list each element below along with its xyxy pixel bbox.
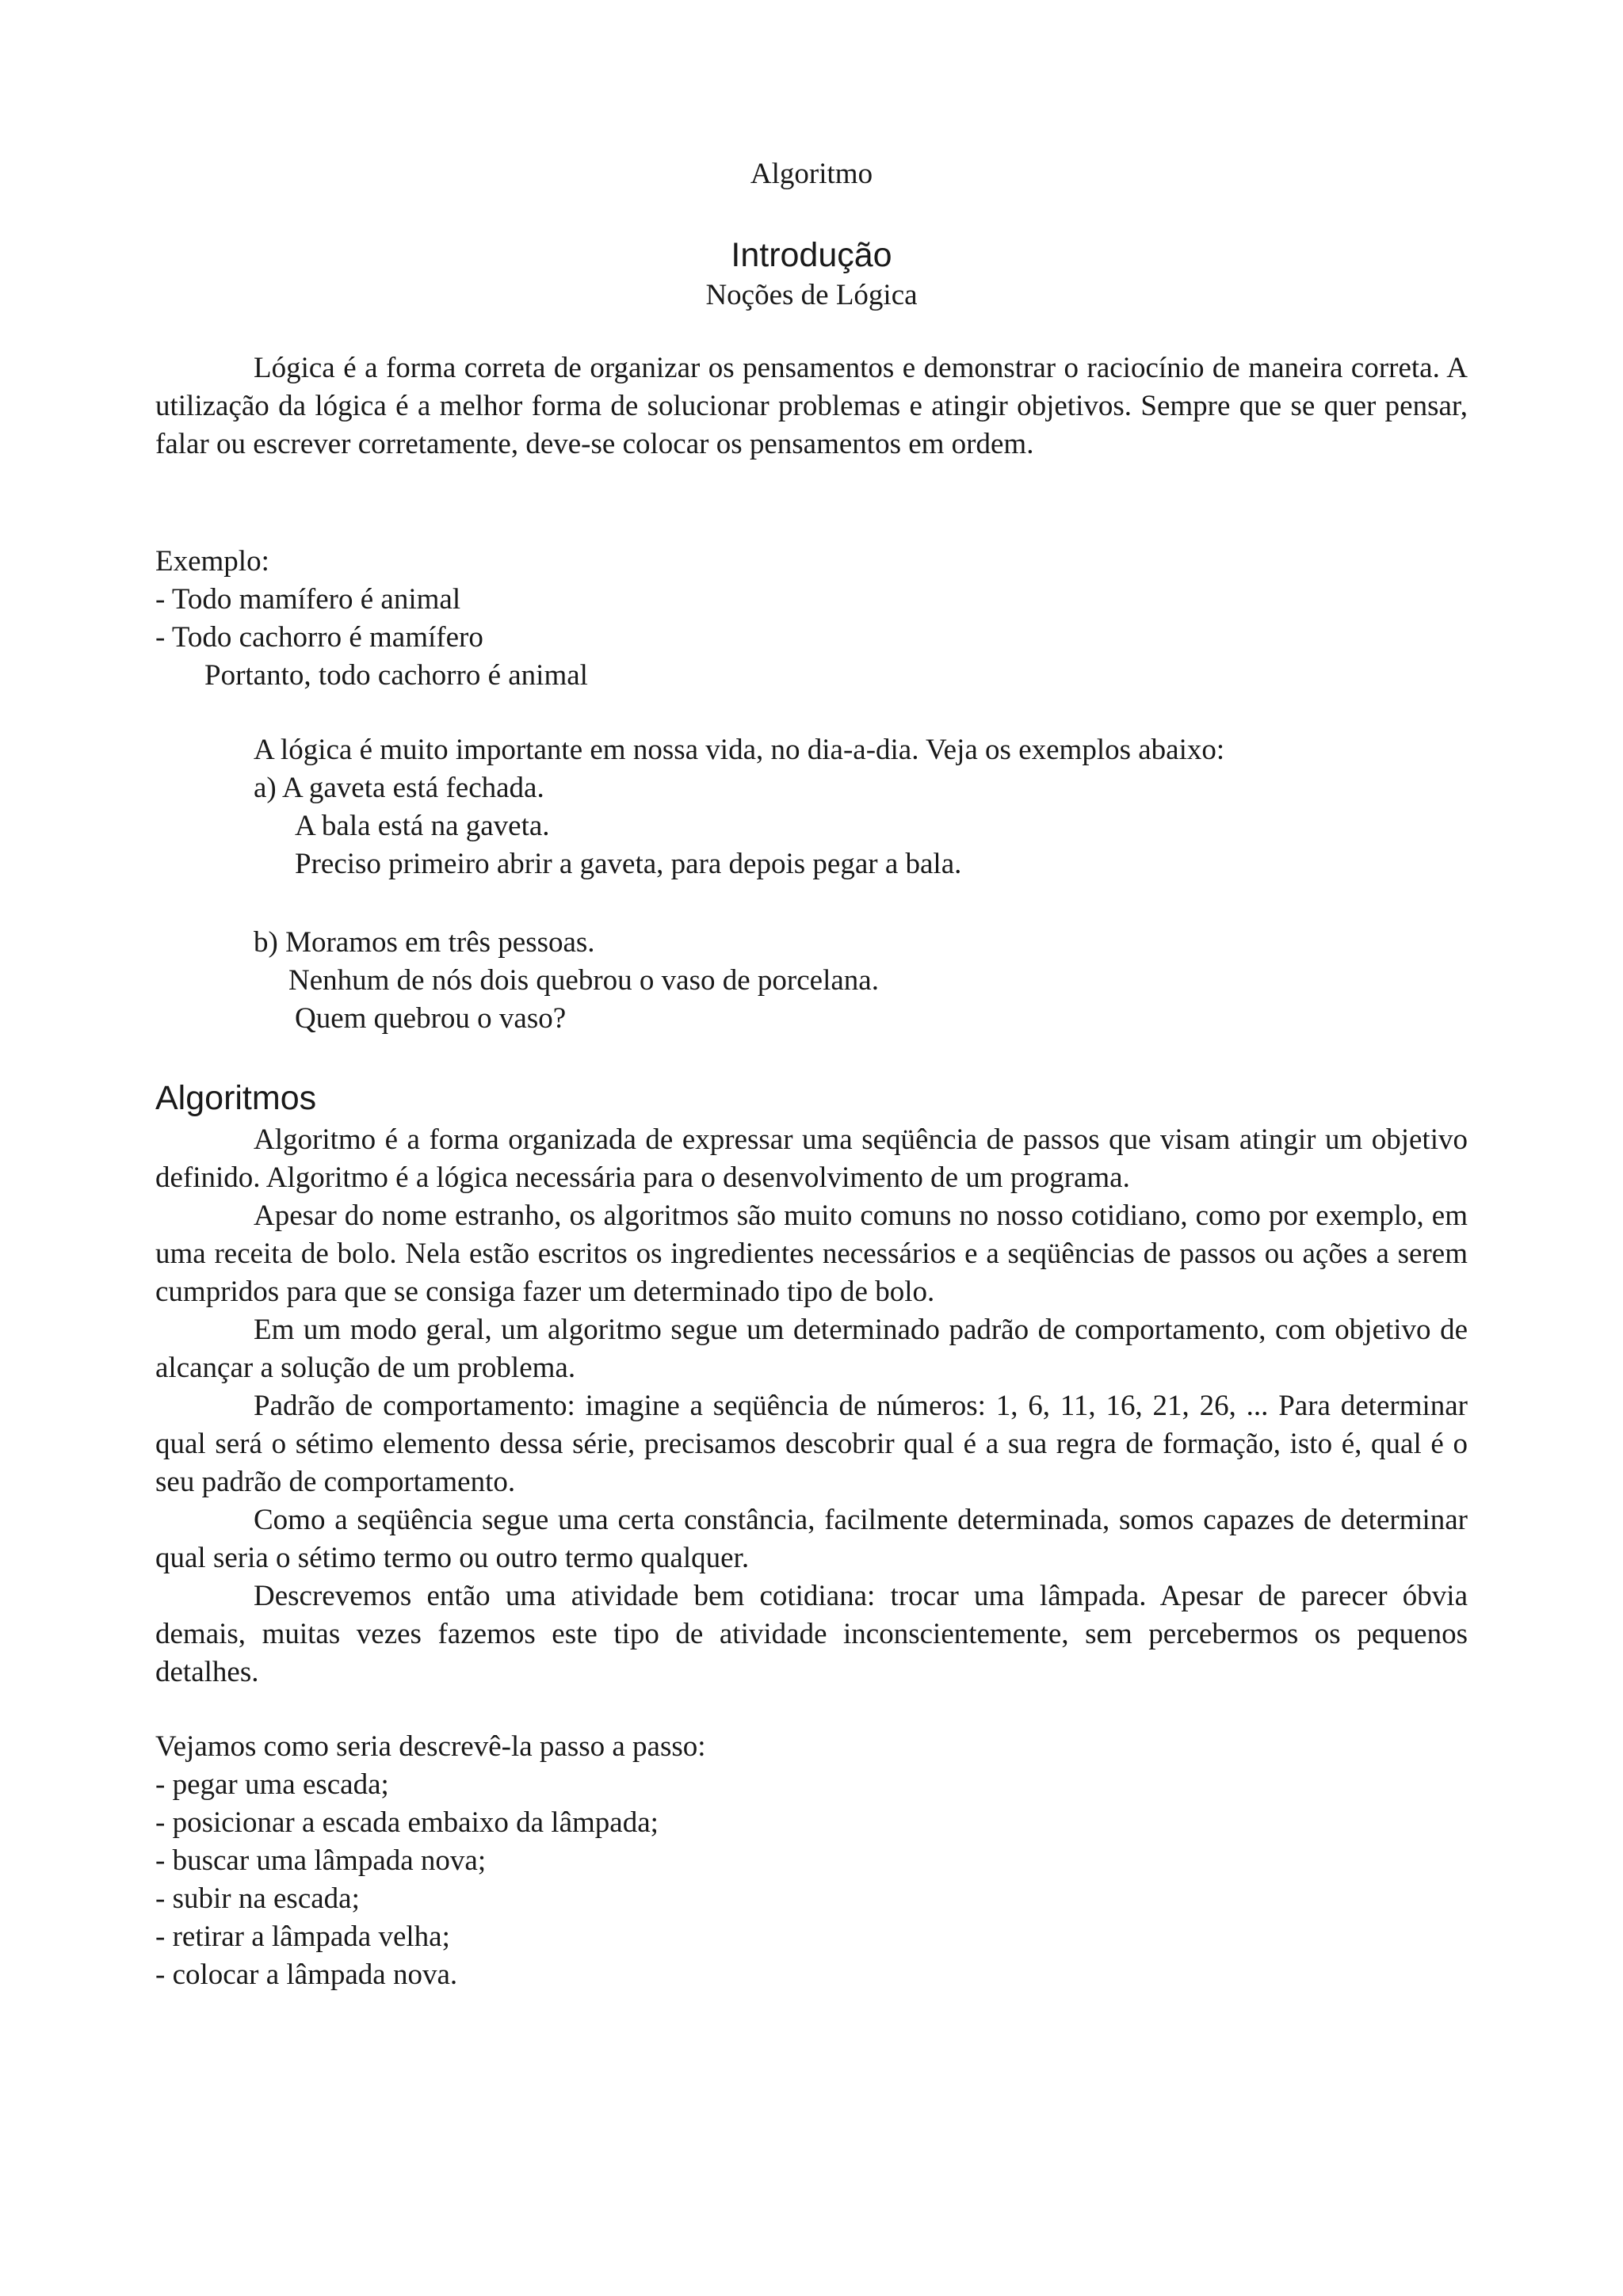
example-a-line: A bala está na gaveta.	[295, 810, 550, 842]
algoritmos-heading: Algoritmos	[155, 1079, 317, 1117]
step-item: - colocar a lâmpada nova.	[155, 1958, 458, 1991]
algoritmos-paragraph: Algoritmo é a forma organizada de expressar uma seqüência de passos que visam atingir um objetivo definido. Algoritmo é a lógica necessária para o desenvolvimento de um programa.	[155, 1123, 1468, 1194]
step-item: - subir na escada;	[155, 1882, 360, 1915]
subtitle: Noções de Lógica	[705, 279, 918, 311]
algoritmos-paragraph: Apesar do nome estranho, os algoritmos são muito comuns no nosso cotidiano, como por exemplo, em uma receita de bolo. Nela estão escritos os ingredientes necessários e a seqüências de passos ou ações a serem cumpridos para que se consiga fazer um determinado tipo de bolo.	[155, 1199, 1468, 1308]
example-a-line: a) A gaveta está fechada.	[254, 772, 544, 804]
doc-title: Algoritmo	[750, 158, 873, 190]
example-a-line: Preciso primeiro abrir a gaveta, para depois pegar a bala.	[295, 848, 962, 880]
algoritmos-paragraph: Descrevemos então uma atividade bem cotidiana: trocar uma lâmpada. Apesar de parecer óbvia demais, muitas vezes fazemos este tipo de atividade inconscientemente, sem percebermos os pequenos detalhes.	[155, 1580, 1468, 1688]
step-item: - pegar uma escada;	[155, 1768, 389, 1801]
example-b-line: Quem quebrou o vaso?	[295, 1002, 567, 1035]
example-line: - Todo cachorro é mamífero	[155, 621, 483, 654]
step-item: - posicionar a escada embaixo da lâmpada;	[155, 1806, 659, 1839]
example-label: Exemplo:	[155, 545, 269, 578]
algoritmos-paragraph: Como a seqüência segue uma certa constância, facilmente determinada, somos capazes de determinar qual seria o sétimo termo ou outro termo qualquer.	[155, 1504, 1468, 1574]
daily-intro: A lógica é muito importante em nossa vida, no dia-a-dia. Veja os exemplos abaixo:	[254, 734, 1225, 766]
algoritmos-paragraph: Padrão de comportamento: imagine a seqüência de números: 1, 6, 11, 16, 21, 26, ... Para determinar qual será o sétimo elemento dessa série, precisamos descobrir qual é a sua regra de formação, isto é, qual é o seu padrão de comportamento.	[155, 1390, 1468, 1498]
steps-block	[155, 1728, 1468, 1994]
example-b-block	[254, 924, 1468, 1038]
section-title: Introdução	[731, 236, 892, 274]
example-block	[155, 543, 1468, 695]
example-conclusion: Portanto, todo cachorro é animal	[204, 659, 588, 692]
example-line: - Todo mamífero é animal	[155, 583, 461, 616]
algoritmos-body	[155, 1121, 1468, 1691]
intro-paragraph: Lógica é a forma correta de organizar os pensamentos e demonstrar o raciocínio de maneira correta. A utilização da lógica é a melhor forma de solucionar problemas e atingir objetivos. Sempre que se quer pensar, falar ou escrever corretamente, deve-se colocar os pensamentos em ordem.	[155, 352, 1468, 460]
algoritmos-paragraph: Em um modo geral, um algoritmo segue um determinado padrão de comportamento, com objetivo de alcançar a solução de um problema.	[155, 1314, 1468, 1384]
step-item: - retirar a lâmpada velha;	[155, 1920, 450, 1953]
steps-intro: Vejamos como seria descrevê-la passo a passo:	[155, 1730, 706, 1763]
daily-examples	[254, 731, 1468, 883]
example-b-line: Nenhum de nós dois quebrou o vaso de porcelana.	[288, 964, 879, 997]
example-b-line: b) Moramos em três pessoas.	[254, 926, 595, 959]
step-item: - buscar uma lâmpada nova;	[155, 1844, 487, 1877]
